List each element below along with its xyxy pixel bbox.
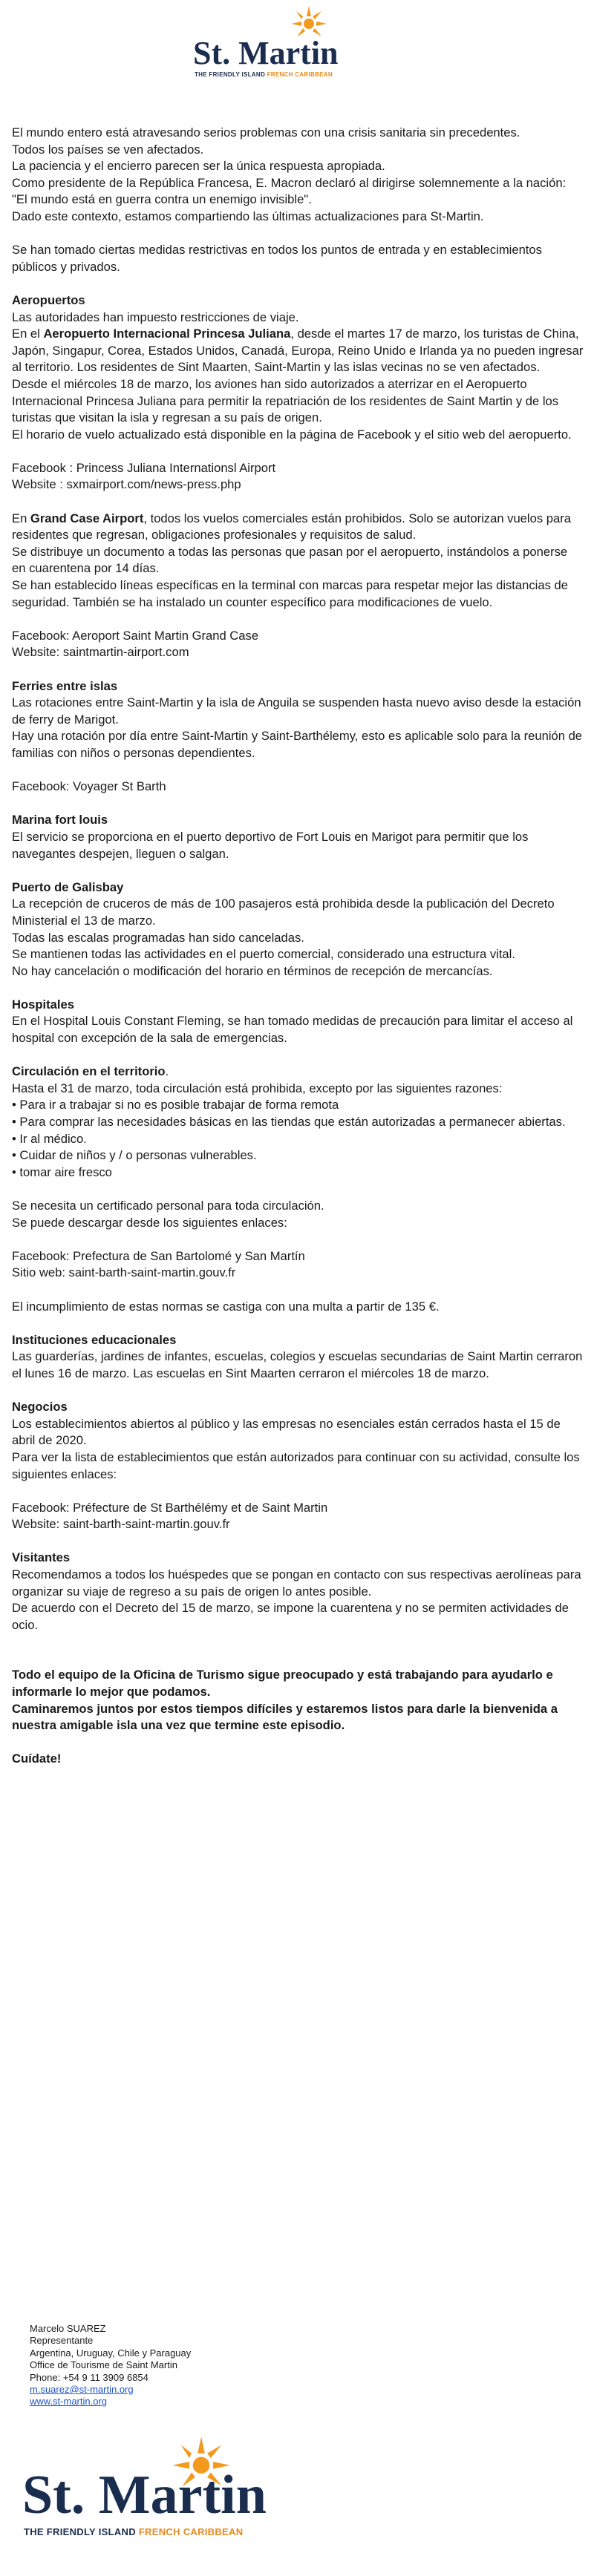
- list-item: • Cuidar de niños y / o personas vulnerables.: [12, 1148, 257, 1163]
- email-link[interactable]: m.suarez@st-martin.org: [30, 2384, 134, 2396]
- signature-block: [30, 2323, 191, 2408]
- facebook-reference: Facebook: Aeroport Saint Martin Grand Case: [12, 628, 259, 643]
- paragraph: [12, 511, 584, 544]
- ferries-links: [12, 779, 584, 796]
- signature-office: Office de Tourisme de Saint Martin: [30, 2359, 177, 2371]
- facebook-reference: Facebook: Préfecture de St Barthélémy et de Saint Martin: [12, 1500, 328, 1515]
- list-item: • Ir al médico.: [12, 1131, 87, 1146]
- paragraph: El horario de vuelo actualizado está disponible en la página de Facebook y el sitio web del aeropuerto.: [12, 427, 572, 442]
- signature-region: Argentina, Uruguay, Chile y Paraguay: [30, 2347, 192, 2359]
- intro-section: [12, 125, 584, 226]
- website-reference: Sitio web: saint-barth-saint-martin.gouv.fr: [12, 1265, 236, 1280]
- paragraph: Hasta el 31 de marzo, toda circulación está prohibida, excepto por las siguientes razones:: [12, 1081, 503, 1095]
- facebook-reference: Facebook : Princess Juliana Internationsl Airport: [12, 460, 276, 475]
- section-heading: Aeropuertos: [12, 292, 85, 307]
- intro-line: Como presidente de la República Francesa, E. Macron declaró al dirigirse solemnemente a la nación: "El mundo está en guerra contra un enemigo invisible".: [12, 175, 567, 207]
- paragraph: Se puede descargar desde los siguientes enlaces:: [12, 1215, 287, 1230]
- bold-run: Aeropuerto Internacional Princesa Juliana: [43, 327, 291, 341]
- paragraph: Desde el miércoles 18 de marzo, los aviones han sido autorizados a aterrizar en el Aeropuerto Internacional Princesa Juliana para permitir la repatriación de los residentes de Saint Martin y de los turistas que visitan la isla y regresan a su país de origen.: [12, 376, 559, 425]
- signature-name: Marcelo SUAREZ: [30, 2323, 106, 2334]
- paragraph: Se necesita un certificado personal para toda circulación.: [12, 1199, 324, 1213]
- closing-section: [12, 1667, 584, 1734]
- text-run: , desde el martes 17 de marzo, los turistas de China, Japón, Singapur, Corea, Estados Unidos, Canadá, Europa, Reino Unido e Irlanda ya no pueden ingresar al territorio. Los residentes de Sint Maarten, Saint-Martin y las islas vecinas no se ven afectados.: [12, 327, 584, 375]
- bold-run: Grand Case Airport: [30, 511, 144, 525]
- paragraph: No hay cancelación o modificación del horario en términos de recepción de mercancías.: [12, 963, 493, 978]
- section-heading: Marina fort louis: [12, 813, 108, 827]
- intro-line: Todos los países se ven afectados.: [12, 142, 204, 157]
- paragraph: Todas las escalas programadas han sido canceladas.: [12, 930, 304, 945]
- signature-phone: Phone: +54 9 11 3909 6854: [30, 2371, 148, 2383]
- aeropuertos-links: [12, 460, 584, 494]
- paragraph: Las rotaciones entre Saint-Martin y la isla de Anguila se suspenden hasta nuevo aviso desde la estación de ferry de Marigot.: [12, 695, 581, 727]
- negocios-section: [12, 1399, 584, 1483]
- tagline-part-b: FRENCH CARIBBEAN: [138, 2526, 244, 2537]
- closing-paragraph: Caminaremos juntos por estos tiempos difíciles y estaremos listos para darle la bienvenida a nuestra amigable isla una vez que termine este episodio.: [12, 1701, 558, 1733]
- section-heading: Hospitales: [12, 997, 74, 1012]
- paragraph: En el Hospital Louis Constant Fleming, se han tomado medidas de precaución para limitar el acceso al hospital con excepción de la sala de emergencias.: [12, 1014, 573, 1046]
- certificate-section: [12, 1198, 584, 1231]
- paragraph: Se distribuye un documento a todas las personas que pasan por el aeropuerto, instándolos a ponerse en cuarentena por 14 días.: [12, 544, 568, 576]
- heading-period: .: [165, 1064, 169, 1079]
- measures-section: [12, 242, 584, 275]
- section-heading: Negocios: [12, 1400, 68, 1415]
- section-heading: Circulación en el territorio: [12, 1064, 166, 1079]
- website-link[interactable]: www.st-martin.org: [30, 2396, 108, 2408]
- paragraph: Los establecimientos abiertos al público y las empresas no esenciales están cerrados hasta el 15 de abril de 2020.: [12, 1416, 561, 1448]
- intro-line: El mundo entero está atravesando serios problemas con una crisis sanitaria sin precedentes.: [12, 125, 520, 140]
- section-heading-line: [12, 1063, 584, 1081]
- negocios-links: [12, 1500, 584, 1533]
- intro-line: Dado este contexto, estamos compartiendo las últimas actualizaciones para St-Martin.: [12, 209, 484, 223]
- paragraph: Para ver la lista de establecimientos que están autorizados para continuar con su actividad, consulte los siguientes enlaces:: [12, 1449, 580, 1481]
- list-item: • Para comprar las necesidades básicas en las tiendas que están autorizadas a permanecer abiertas.: [12, 1115, 566, 1130]
- paragraph: Recomendamos a todos los huéspedes que se pongan en contacto con sus respectivas aerolíneas para organizar su viaje de regreso a su país de origen lo antes posible.: [12, 1567, 581, 1599]
- closing-paragraph: Todo el equipo de la Oficina de Turismo sigue preocupado y está trabajando para ayudarlo e informarle lo mejor que podamos.: [12, 1668, 553, 1700]
- section-heading: Puerto de Galisbay: [12, 879, 124, 894]
- text-run: , todos los vuelos comerciales están prohibidos. Solo se autorizan vuelos para residentes que regresan, obligaciones profesionales y requisitos de salud.: [12, 511, 571, 543]
- section-heading: Visitantes: [12, 1550, 71, 1565]
- list-item: • Para ir a trabajar si no es posible trabajar de forma remota: [12, 1098, 339, 1112]
- circulacion-links: [12, 1248, 584, 1282]
- logo-tagline: [24, 2526, 243, 2537]
- section-heading: Instituciones educacionales: [12, 1332, 177, 1347]
- website-reference: Website: saintmartin-airport.com: [12, 645, 189, 660]
- tagline-part-a: THE FRIENDLY ISLAND: [195, 71, 266, 78]
- measures-text: Se han tomado ciertas medidas restrictivas en todos los puntos de entrada y en establecimientos públicos y privados.: [12, 243, 542, 274]
- facebook-reference: Facebook: Voyager St Barth: [12, 779, 166, 794]
- website-reference: Website: saint-barth-saint-martin.gouv.fr: [12, 1517, 230, 1532]
- tagline-part-b: FRENCH CARIBBEAN: [267, 71, 333, 78]
- logo-brand-text: St. Martin: [22, 2465, 267, 2526]
- aeropuertos-section: [12, 292, 584, 443]
- educacion-section: [12, 1332, 584, 1383]
- paragraph: Se han establecido líneas específicas en la terminal con marcas para respetar mejor las distancias de seguridad. También se ha instalado un counter específico para modificaciones de vuelo.: [12, 578, 568, 609]
- grand-case-section: [12, 511, 584, 612]
- fine-section: [12, 1299, 584, 1316]
- st-martin-logo-bottom: [22, 2434, 267, 2546]
- signature-role: Representante: [30, 2335, 94, 2347]
- signoff-text: Cuídate!: [12, 1751, 62, 1766]
- paragraph: [12, 326, 584, 376]
- st-martin-logo-top: [184, 4, 399, 82]
- paragraph: De acuerdo con el Decreto del 15 de marzo, se impone la cuarentena y no se permiten actividades de ocio.: [12, 1601, 569, 1632]
- logo-tagline: [195, 71, 333, 78]
- list-item: • tomar aire fresco: [12, 1164, 112, 1179]
- logo-brand-text: St. Martin: [193, 35, 339, 71]
- paragraph: La recepción de cruceros de más de 100 pasajeros está prohibida desde la publicación del Decreto Ministerial el 13 de marzo.: [12, 897, 555, 928]
- ferries-section: [12, 678, 584, 762]
- hospitales-section: [12, 997, 584, 1047]
- website-reference: Website : sxmairport.com/news-press.php: [12, 477, 241, 492]
- paragraph: Las autoridades han impuesto restricciones de viaje.: [12, 309, 299, 324]
- facebook-reference: Facebook: Prefectura de San Bartolomé y San Martín: [12, 1248, 305, 1263]
- grand-case-links: [12, 628, 584, 661]
- signoff: [12, 1751, 584, 1768]
- intro-line: La paciencia y el encierro parecen ser la única respuesta apropiada.: [12, 159, 385, 174]
- text-run: En: [12, 511, 30, 525]
- circulacion-section: [12, 1063, 584, 1181]
- text-run: En el: [12, 327, 44, 341]
- section-heading: Ferries entre islas: [12, 678, 118, 693]
- marina-section: [12, 812, 584, 862]
- paragraph: Las guarderías, jardines de infantes, escuelas, colegios y escuelas secundarias de Saint Martin cerraron el lunes 16 de marzo. Las escuelas en Sint Maarten cerraron el miércoles 18 de marzo.: [12, 1349, 583, 1380]
- article-body: [12, 125, 584, 1785]
- paragraph: El servicio se proporciona en el puerto deportivo de Fort Louis en Marigot para permitir que los navegantes despejen, lleguen o salgan.: [12, 829, 529, 861]
- paragraph: Se mantienen todas las actividades en el puerto comercial, considerado una estructura vital.: [12, 947, 515, 962]
- fine-text: El incumplimiento de estas normas se castiga con una multa a partir de 135 €.: [12, 1299, 440, 1314]
- galisbay-section: [12, 879, 584, 980]
- tagline-part-a: THE FRIENDLY ISLAND: [24, 2526, 136, 2537]
- visitantes-section: [12, 1550, 584, 1633]
- paragraph: Hay una rotación por día entre Saint-Martin y Saint-Barthélemy, esto es aplicable solo para la reunión de familias con niños o personas dependientes.: [12, 729, 583, 760]
